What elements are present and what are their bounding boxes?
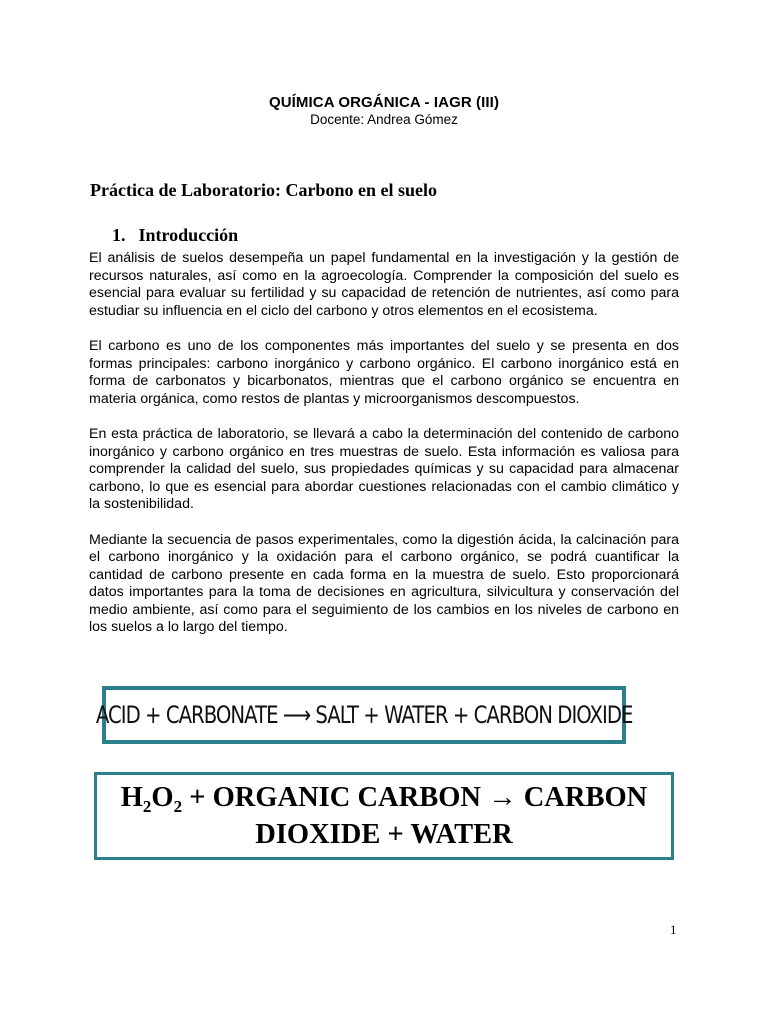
- page-number: 1: [670, 922, 677, 937]
- oxygen-subscript: 2: [173, 796, 183, 816]
- acid-carbonate-equation: ACID + CARBONATE ⟶ SALT + WATER + CARBON DIOXIDE: [95, 701, 633, 729]
- course-title: QUÍMICA ORGÁNICA - IAGR (III): [268, 94, 500, 111]
- hydrogen-symbol: H: [120, 781, 143, 813]
- oxygen-symbol: O: [151, 781, 174, 813]
- acid-carbonate-equation-box: [95, 686, 633, 744]
- teacher-name: Docente: Andrea Gómez: [310, 112, 458, 127]
- equation-line-2: DIOXIDE + WATER: [255, 818, 513, 850]
- paragraph: En esta práctica de laboratorio, se llevará a cabo la determinación del contenido de carbono inorgánico y carbono orgánico en tres muestras de suelo. Esta información es valiosa para comprender la calidad del suelo, sus propiedades químicas y su capacidad para almacenar carbono, lo que es esencial para abordar cuestiones relacionadas con el cambio climático y la sostenibilidad.: [89, 425, 679, 513]
- section-heading: [112, 225, 238, 246]
- equation-line-1-rest: + ORGANIC CARBON → CARBON: [182, 781, 648, 813]
- equation-line-1: [121, 781, 647, 818]
- paragraph: El análisis de suelos desempeña un papel fundamental en la investigación y la gestión de recursos naturales, así como en la agroecología. Comprender la composición del suelo es esencial para evaluar su fertilidad y su capacidad de retención de nutrientes, así como para estudiar su influencia en el ciclo del carbono y otros elementos en el ecosistema.: [89, 250, 679, 319]
- peroxide-organic-carbon-equation-box: [94, 772, 674, 860]
- lab-title: Práctica de Laboratorio: Carbono en el suelo: [90, 180, 437, 200]
- paragraph: El carbono es uno de los componentes más importantes del suelo y se presenta en dos formas principales: carbono inorgánico y carbono orgánico. El carbono inorgánico está en forma de carbonatos y bicarbonatos, mientras que el carbono orgánico se encuentra en materia orgánica, como restos de plantas y microorganismos descompuestos.: [89, 337, 679, 407]
- section-title: Introducción: [138, 225, 239, 245]
- section-number: 1.: [112, 225, 126, 245]
- paragraph: Mediante la secuencia de pasos experimentales, como la digestión ácida, la calcinación para el carbono inorgánico y la oxidación para el carbono orgánico, se podrá cuantificar la cantidad de carbono presente en cada forma en la muestra de suelo. Esto proporcionará datos importantes para la toma de decisiones en agricultura, silvicultura y conservación del medio ambiente, así como para el seguimiento de los cambios en los niveles de carbono en los suelos a lo largo del tiempo.: [89, 531, 679, 636]
- hydrogen-subscript: 2: [142, 796, 152, 816]
- introduction-body: [89, 250, 679, 655]
